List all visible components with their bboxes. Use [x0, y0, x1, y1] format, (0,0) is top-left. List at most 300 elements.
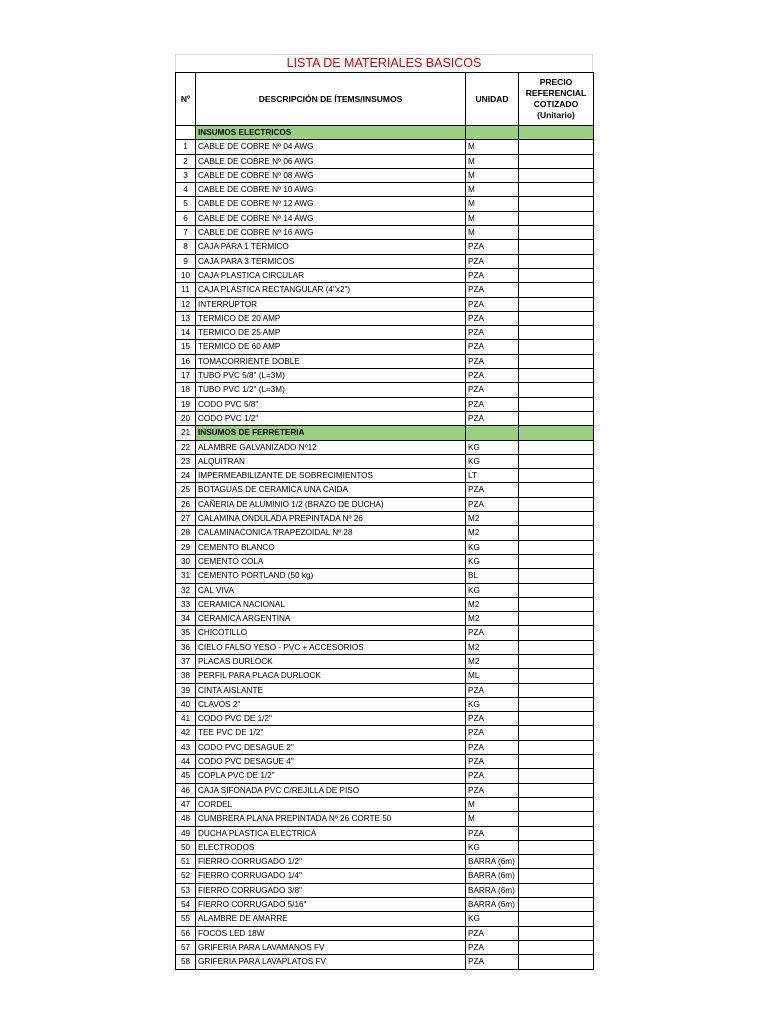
row-unit: KG [466, 912, 519, 926]
row-price [519, 755, 594, 769]
row-unit: PZA [466, 240, 519, 254]
row-price [519, 168, 594, 182]
table-row [176, 869, 594, 883]
row-description: CAJA SIFONADA PVC C/REJILLA DE PISO [196, 783, 466, 797]
row-description: ALAMBRE GALVANIZADO Nº12 [196, 440, 466, 454]
table-row [176, 769, 594, 783]
row-unit: PZA [466, 783, 519, 797]
row-description: INSUMOS DE FERRETERIA [196, 426, 466, 440]
row-price [519, 797, 594, 811]
table-row [176, 512, 594, 526]
row-number: 34 [176, 612, 196, 626]
row-unit: ML [466, 669, 519, 683]
table-row [176, 912, 594, 926]
row-price [519, 569, 594, 583]
table-row [176, 497, 594, 511]
table-row [176, 755, 594, 769]
row-price [519, 554, 594, 568]
row-price [519, 612, 594, 626]
row-price [519, 197, 594, 211]
row-price [519, 683, 594, 697]
table-row [176, 411, 594, 425]
row-description: CAJA PARA 3 TERMICOS [196, 254, 466, 268]
row-unit [466, 426, 519, 440]
row-unit: M [466, 812, 519, 826]
row-description: CERAMICA ARGENTINA [196, 612, 466, 626]
row-description: INSUMOS ELECTRICOS [196, 126, 466, 140]
row-description: CODO PVC 1/2" [196, 411, 466, 425]
row-number: 11 [176, 283, 196, 297]
row-unit: M2 [466, 640, 519, 654]
row-number: 38 [176, 669, 196, 683]
row-description: FIERRO CORRUGADO 1/2" [196, 855, 466, 869]
row-number: 28 [176, 526, 196, 540]
row-price [519, 126, 594, 140]
table-row [176, 211, 594, 225]
table-row [176, 397, 594, 411]
table-row [176, 669, 594, 683]
table-row [176, 569, 594, 583]
row-number: 49 [176, 826, 196, 840]
header-description: DESCRIPCIÓN DE ÍTEMS/INSUMOS [196, 73, 466, 126]
row-description: INTERRUPTOR [196, 297, 466, 311]
header-row [176, 73, 594, 126]
row-unit: KG [466, 697, 519, 711]
row-number: 8 [176, 240, 196, 254]
table-row [176, 268, 594, 282]
row-description: CEMENTO BLANCO [196, 540, 466, 554]
row-unit: M2 [466, 654, 519, 668]
row-price [519, 955, 594, 969]
row-description: CABLE DE COBRE Nº 12 AWG [196, 197, 466, 211]
table-row [176, 898, 594, 912]
row-number: 32 [176, 583, 196, 597]
row-number: 4 [176, 183, 196, 197]
row-unit: PZA [466, 726, 519, 740]
row-price [519, 769, 594, 783]
row-description: FOCOS LED 18W [196, 926, 466, 940]
row-price [519, 240, 594, 254]
row-number: 9 [176, 254, 196, 268]
row-number: 53 [176, 883, 196, 897]
row-unit: PZA [466, 369, 519, 383]
row-number: 35 [176, 626, 196, 640]
table-row [176, 469, 594, 483]
row-price [519, 297, 594, 311]
row-description: BOTAGUAS DE CERAMICA UNA CAIDA [196, 483, 466, 497]
row-number: 44 [176, 755, 196, 769]
row-unit: PZA [466, 311, 519, 325]
table-row [176, 626, 594, 640]
row-unit: PZA [466, 497, 519, 511]
row-description: TOMACORRIENTE DOBLE [196, 354, 466, 368]
row-price [519, 583, 594, 597]
row-description: CERAMICA NACIONAL [196, 597, 466, 611]
row-price [519, 154, 594, 168]
table-row [176, 254, 594, 268]
row-number: 48 [176, 812, 196, 826]
row-description: CABLE DE COBRE Nº 14 AWG [196, 211, 466, 225]
row-price [519, 483, 594, 497]
header-unit: UNIDAD [466, 73, 519, 126]
row-number: 7 [176, 226, 196, 240]
row-description: CABLE DE COBRE Nº 08 AWG [196, 168, 466, 182]
row-description: COPLA PVC DE 1/2" [196, 769, 466, 783]
row-description: PERFIL PARA PLACA DURLOCK [196, 669, 466, 683]
row-number: 13 [176, 311, 196, 325]
row-description: PLACAS DURLOCK [196, 654, 466, 668]
row-price [519, 283, 594, 297]
row-number [176, 126, 196, 140]
row-price [519, 669, 594, 683]
table-row [176, 797, 594, 811]
row-unit: PZA [466, 340, 519, 354]
row-unit: BARRA (6m) [466, 883, 519, 897]
table-row [176, 683, 594, 697]
materials-sheet [175, 54, 593, 970]
row-number: 29 [176, 540, 196, 554]
table-row [176, 583, 594, 597]
row-unit: BARRA (6m) [466, 869, 519, 883]
row-price [519, 812, 594, 826]
row-price [519, 783, 594, 797]
row-price [519, 526, 594, 540]
row-unit: M [466, 211, 519, 225]
row-description: ALQUITRAN [196, 454, 466, 468]
row-description: CEMENTO PORTLAND (50 kg) [196, 569, 466, 583]
row-price [519, 926, 594, 940]
row-number: 27 [176, 512, 196, 526]
row-description: TERMICO DE 60 AMP [196, 340, 466, 354]
row-price [519, 440, 594, 454]
row-description: CABLE DE COBRE Nº 06 AWG [196, 154, 466, 168]
row-price [519, 340, 594, 354]
table-row [176, 783, 594, 797]
table-row [176, 226, 594, 240]
row-description: IMPERMEABILIZANTE DE SOBRECIMIENTOS [196, 469, 466, 483]
row-unit: M [466, 154, 519, 168]
row-unit: PZA [466, 397, 519, 411]
row-unit: M [466, 140, 519, 154]
row-unit: PZA [466, 626, 519, 640]
row-unit: PZA [466, 254, 519, 268]
row-number: 37 [176, 654, 196, 668]
row-description: CAÑERIA DE ALUMINIO 1/2 (BRAZO DE DUCHA) [196, 497, 466, 511]
row-unit: M [466, 226, 519, 240]
table-row [176, 183, 594, 197]
table-row [176, 154, 594, 168]
row-number: 24 [176, 469, 196, 483]
table-body [176, 126, 594, 970]
table-row [176, 840, 594, 854]
table-row [176, 926, 594, 940]
row-number: 31 [176, 569, 196, 583]
row-price [519, 826, 594, 840]
table-row [176, 526, 594, 540]
row-number: 45 [176, 769, 196, 783]
row-description: TERMICO DE 20 AMP [196, 311, 466, 325]
row-unit: PZA [466, 283, 519, 297]
row-description: CUMBRERA PLANA PREPINTADA Nº 26 CORTE 50 [196, 812, 466, 826]
row-price [519, 354, 594, 368]
row-number: 39 [176, 683, 196, 697]
table-row [176, 612, 594, 626]
table-row [176, 140, 594, 154]
table-row [176, 883, 594, 897]
row-description: CLAVOS 2" [196, 697, 466, 711]
row-unit: PZA [466, 483, 519, 497]
row-number: 19 [176, 397, 196, 411]
row-number: 55 [176, 912, 196, 926]
row-price [519, 869, 594, 883]
row-price [519, 454, 594, 468]
table-row [176, 540, 594, 554]
row-description: CAJA PLASTICA CIRCULAR [196, 268, 466, 282]
row-number: 16 [176, 354, 196, 368]
row-price [519, 726, 594, 740]
row-unit: PZA [466, 411, 519, 425]
table-row [176, 297, 594, 311]
row-number: 30 [176, 554, 196, 568]
row-description: GRIFERIA PARA LAVAPLATOS FV [196, 955, 466, 969]
row-number: 12 [176, 297, 196, 311]
row-number: 10 [176, 268, 196, 282]
row-unit: M2 [466, 612, 519, 626]
row-unit: KG [466, 540, 519, 554]
row-description: CABLE DE COBRE Nº 10 AWG [196, 183, 466, 197]
row-number: 17 [176, 369, 196, 383]
row-description: ALAMBRE DE AMARRE [196, 912, 466, 926]
table-row [176, 383, 594, 397]
row-description: FIERRO CORRUGADO 5/16" [196, 898, 466, 912]
row-description: CODO PVC 5/8" [196, 397, 466, 411]
row-number: 40 [176, 697, 196, 711]
table-row [176, 697, 594, 711]
table-row [176, 340, 594, 354]
row-price [519, 268, 594, 282]
row-number: 14 [176, 326, 196, 340]
row-price [519, 712, 594, 726]
sheet-title: LISTA DE MATERIALES BASICOS [175, 54, 593, 72]
row-description: CODO PVC DESAGUE 2" [196, 740, 466, 754]
row-unit: KG [466, 554, 519, 568]
table-row [176, 955, 594, 969]
table-row [176, 369, 594, 383]
row-description: CAL VIVA [196, 583, 466, 597]
row-price [519, 626, 594, 640]
row-number: 22 [176, 440, 196, 454]
row-unit: BARRA (6m) [466, 855, 519, 869]
row-price [519, 226, 594, 240]
row-number: 43 [176, 740, 196, 754]
table-row [176, 454, 594, 468]
row-price [519, 898, 594, 912]
row-description: CABLE DE COBRE Nº 16 AWG [196, 226, 466, 240]
row-price [519, 326, 594, 340]
header-number: Nº [176, 73, 196, 126]
row-unit: PZA [466, 826, 519, 840]
row-description: TUBO PVC 5/8" (L=3M) [196, 369, 466, 383]
row-description: TUBO PVC 1/2" (L=3M) [196, 383, 466, 397]
row-number: 58 [176, 955, 196, 969]
row-description: FIERRO CORRUGADO 1/4" [196, 869, 466, 883]
row-description: GRIFERIA PARA LAVAMANOS FV [196, 940, 466, 954]
row-unit: M [466, 183, 519, 197]
row-unit: PZA [466, 354, 519, 368]
table-row [176, 554, 594, 568]
row-unit: M2 [466, 512, 519, 526]
row-number: 42 [176, 726, 196, 740]
row-price [519, 654, 594, 668]
row-unit: M [466, 197, 519, 211]
row-price [519, 940, 594, 954]
row-description: CALAMINA ONDULADA PREPINTADA Nº 26 [196, 512, 466, 526]
row-description: CAJA PLASTICA RECTANGULAR (4"x2") [196, 283, 466, 297]
table-row [176, 726, 594, 740]
row-price [519, 311, 594, 325]
category-row [176, 426, 594, 440]
table-row [176, 168, 594, 182]
row-unit: PZA [466, 755, 519, 769]
row-unit: PZA [466, 297, 519, 311]
row-unit: PZA [466, 769, 519, 783]
row-number: 26 [176, 497, 196, 511]
row-number: 51 [176, 855, 196, 869]
row-number: 33 [176, 597, 196, 611]
row-unit: M [466, 797, 519, 811]
row-number: 36 [176, 640, 196, 654]
row-price [519, 740, 594, 754]
row-number: 21 [176, 426, 196, 440]
table-row [176, 197, 594, 211]
row-description: CORDEL [196, 797, 466, 811]
row-number: 52 [176, 869, 196, 883]
row-number: 54 [176, 898, 196, 912]
row-description: CODO PVC DE 1/2" [196, 712, 466, 726]
table-row [176, 855, 594, 869]
row-number: 20 [176, 411, 196, 425]
row-unit: PZA [466, 712, 519, 726]
row-unit: KG [466, 440, 519, 454]
row-number: 47 [176, 797, 196, 811]
row-number: 57 [176, 940, 196, 954]
table-row [176, 240, 594, 254]
table-row [176, 283, 594, 297]
row-unit: PZA [466, 268, 519, 282]
row-number: 3 [176, 168, 196, 182]
row-price [519, 211, 594, 225]
row-unit: PZA [466, 383, 519, 397]
table-row [176, 740, 594, 754]
table-row [176, 826, 594, 840]
row-number: 15 [176, 340, 196, 354]
row-price [519, 383, 594, 397]
row-description: CIELO FALSO YESO - PVC + ACCESORIOS [196, 640, 466, 654]
row-number: 1 [176, 140, 196, 154]
row-description: CALAMINACONICA TRAPEZOIDAL Nº 28 [196, 526, 466, 540]
row-price [519, 512, 594, 526]
row-price [519, 426, 594, 440]
row-number: 2 [176, 154, 196, 168]
row-price [519, 469, 594, 483]
table-row [176, 597, 594, 611]
row-unit: PZA [466, 740, 519, 754]
row-price [519, 140, 594, 154]
row-description: CHICOTILLO [196, 626, 466, 640]
row-number: 23 [176, 454, 196, 468]
table-row [176, 483, 594, 497]
row-price [519, 369, 594, 383]
category-row [176, 126, 594, 140]
row-number: 18 [176, 383, 196, 397]
row-price [519, 597, 594, 611]
row-description: TERMICO DE 25 AMP [196, 326, 466, 340]
materials-table [175, 72, 594, 970]
row-price [519, 640, 594, 654]
row-price [519, 697, 594, 711]
row-unit: PZA [466, 940, 519, 954]
row-price [519, 912, 594, 926]
table-row [176, 712, 594, 726]
row-price [519, 411, 594, 425]
row-unit: PZA [466, 326, 519, 340]
row-number: 6 [176, 211, 196, 225]
row-price [519, 855, 594, 869]
row-number: 46 [176, 783, 196, 797]
row-unit: PZA [466, 683, 519, 697]
table-row [176, 654, 594, 668]
row-description: TEE PVC DE 1/2" [196, 726, 466, 740]
row-unit: M2 [466, 597, 519, 611]
row-price [519, 840, 594, 854]
row-unit: BL [466, 569, 519, 583]
row-description: FIERRO CORRUGADO 3/8" [196, 883, 466, 897]
row-price [519, 497, 594, 511]
row-price [519, 540, 594, 554]
table-row [176, 812, 594, 826]
row-unit: BARRA (6m) [466, 898, 519, 912]
table-row [176, 940, 594, 954]
row-number: 50 [176, 840, 196, 854]
row-unit: PZA [466, 926, 519, 940]
table-row [176, 354, 594, 368]
row-unit: M [466, 168, 519, 182]
row-description: CODO PVC DESAGUE 4" [196, 755, 466, 769]
row-number: 56 [176, 926, 196, 940]
table-row [176, 440, 594, 454]
row-number: 41 [176, 712, 196, 726]
row-description: DUCHA PLASTICA ELECTRICA [196, 826, 466, 840]
row-price [519, 183, 594, 197]
row-price [519, 883, 594, 897]
row-unit: KG [466, 840, 519, 854]
row-unit: KG [466, 583, 519, 597]
header-price: PRECIO REFERENCIAL COTIZADO (Unitario) [519, 73, 594, 126]
row-description: CINTA AISLANTE [196, 683, 466, 697]
table-row [176, 311, 594, 325]
row-price [519, 254, 594, 268]
table-row [176, 326, 594, 340]
row-unit [466, 126, 519, 140]
table-row [176, 640, 594, 654]
row-number: 5 [176, 197, 196, 211]
row-description: ELECTRODOS [196, 840, 466, 854]
row-unit: LT [466, 469, 519, 483]
row-unit: M2 [466, 526, 519, 540]
row-description: CAJA PARA 1 TERMICO [196, 240, 466, 254]
row-unit: PZA [466, 955, 519, 969]
row-description: CABLE DE COBRE Nº 04 AWG [196, 140, 466, 154]
